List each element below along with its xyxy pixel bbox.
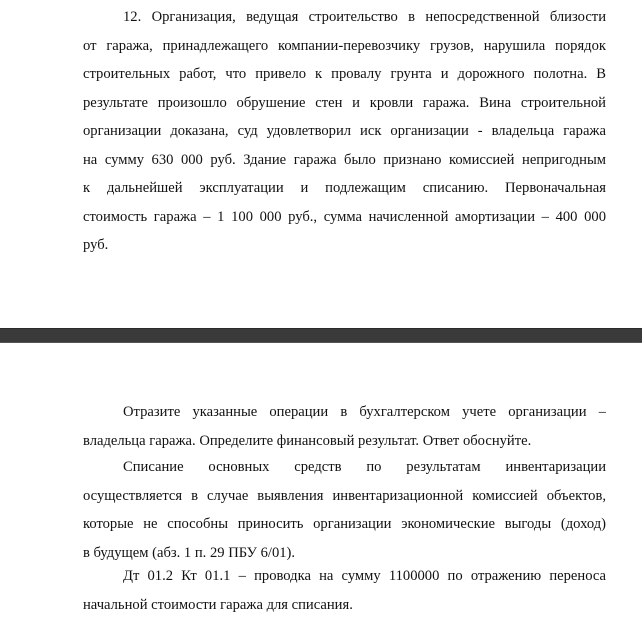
text-line: результате произошло обрушение стен и кровли гаража. Вина строительной (83, 89, 606, 118)
posting-paragraph (83, 562, 606, 619)
text-line: от гаража, принадлежащего компании-перевозчику грузов, нарушила порядок (83, 32, 606, 61)
text-line: организации доказана, суд удовлетворил иск организации - владельца гаража (83, 117, 606, 146)
task-paragraph (83, 3, 606, 260)
text-line: руб. (83, 231, 606, 260)
question-paragraph (83, 398, 606, 455)
text-line: Отразите указанные операции в бухгалтерском учете организации – (83, 398, 606, 427)
text-line: Дт 01.2 Кт 01.1 – проводка на сумму 1100000 по отражению переноса (83, 562, 606, 591)
text-line: в будущем (абз. 1 п. 29 ПБУ 6/01). (83, 539, 606, 568)
text-line: которые не способны приносить организации экономические выгоды (доход) (83, 510, 606, 539)
text-line: Списание основных средств по результатам инвентаризации (83, 453, 606, 482)
text-line: строительных работ, что привело к провалу грунта и дорожного полотна. В (83, 60, 606, 89)
text-line: осуществляется в случае выявления инвентаризационной комиссией объектов, (83, 482, 606, 511)
text-line: к дальнейшей эксплуатации и подлежащим списанию. Первоначальная (83, 174, 606, 203)
text-line: владельца гаража. Определите финансовый результат. Ответ обоснуйте. (83, 427, 606, 456)
text-line: 12. Организация, ведущая строительство в непосредственной близости (83, 3, 606, 32)
page-separator (0, 328, 642, 343)
text-line: на сумму 630 000 руб. Здание гаража было признано комиссией непригодным (83, 146, 606, 175)
text-line: стоимость гаража – 1 100 000 руб., сумма начисленной амортизации – 400 000 (83, 203, 606, 232)
answer-paragraph (83, 453, 606, 567)
text-line: начальной стоимости гаража для списания. (83, 591, 606, 619)
